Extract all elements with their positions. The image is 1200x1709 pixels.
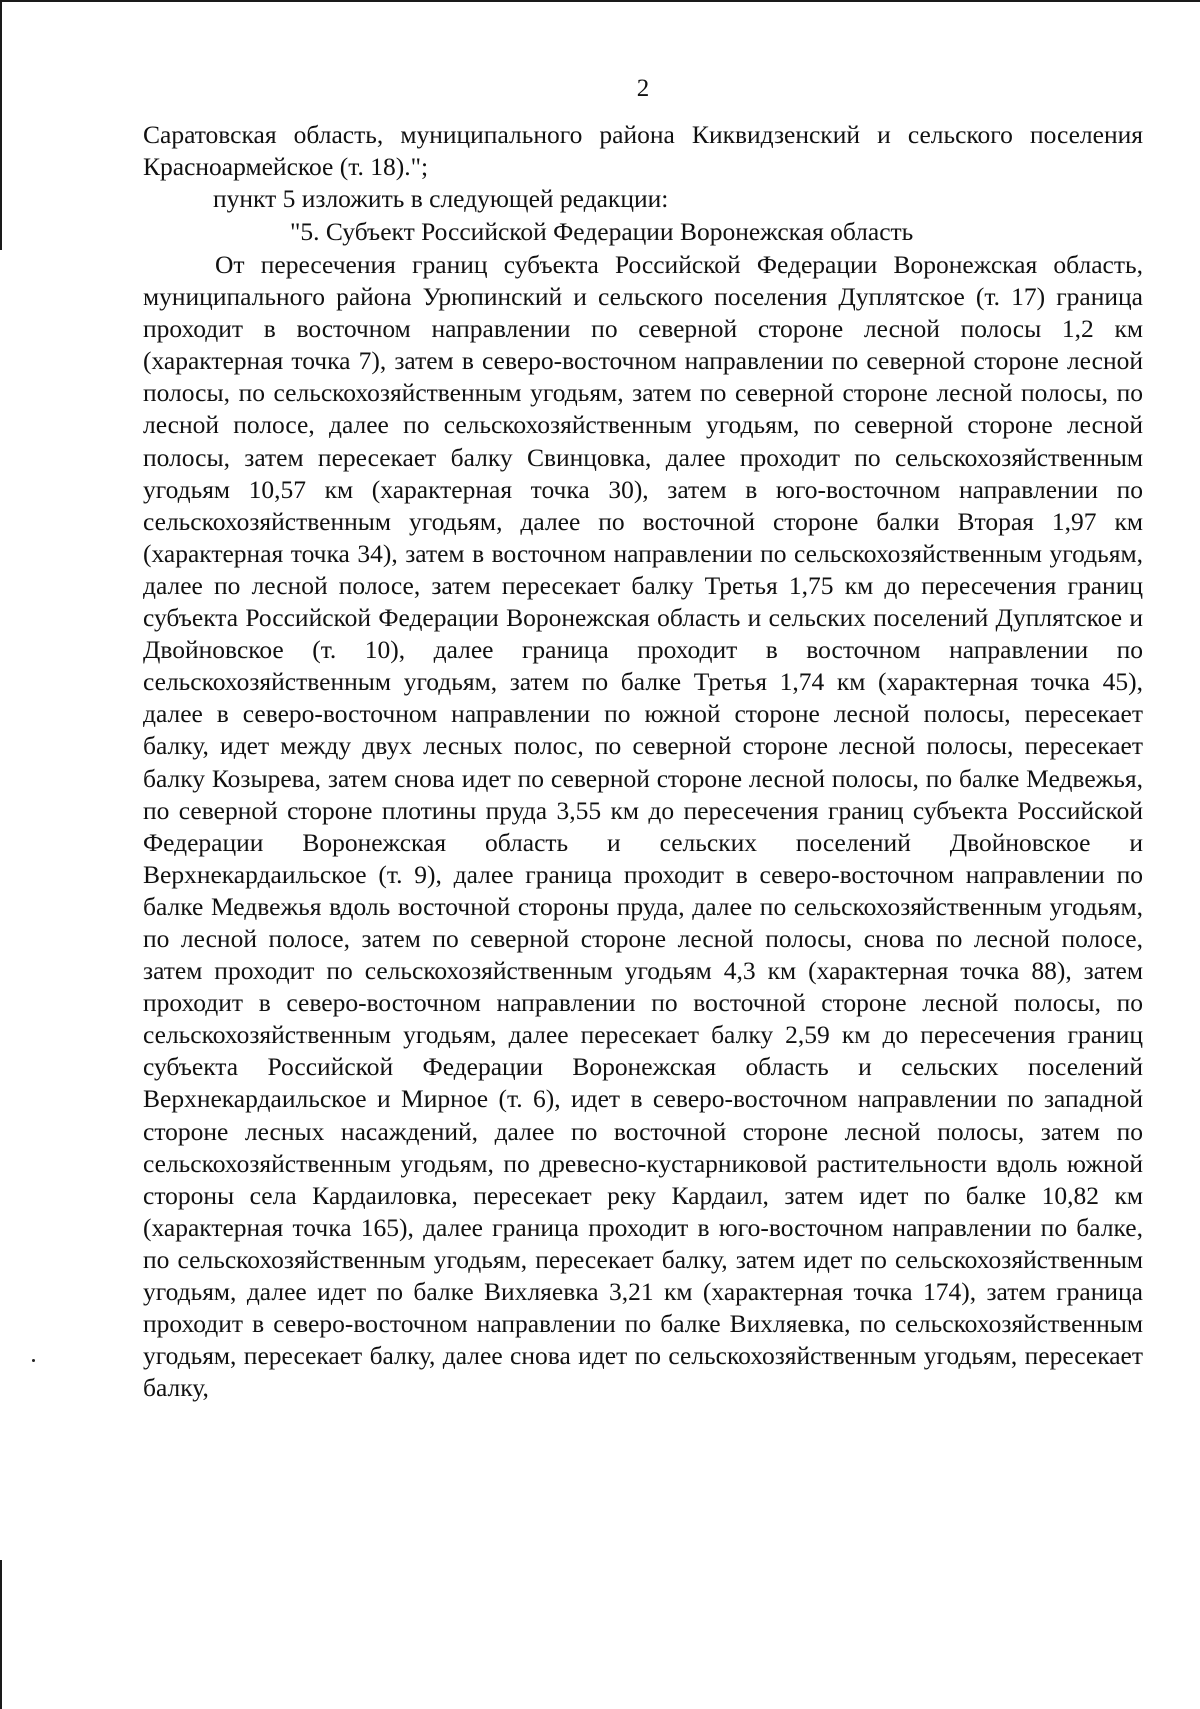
intro-paragraph: Саратовская область, муниципального района Киквидзенский и сельского поселения Красноармейское (т. 18)."; [143,120,1143,182]
scan-border-left-lower [0,1560,2,1709]
boundary-description-paragraph: От пересечения границ субъекта Российской Федерации Воронежская область, муниципального района Урюпинский и сельского поселения Дуплятское (т. 17) граница проходит в восточном направлении по северной стороне лесной полосы 1,2 км (характерная точка 7), затем в северо-восточном направлении по северной стороне лесной полосы, по сельскохозяйственным угодьям, затем по северной стороне лесной полосы, по лесной полосе, далее по сельскохозяйственным угодьям, по северной стороне лесной полосы, затем пересекает балку Свинцовка, далее проходит по сельскохозяйственным угодьям 10,57 км (характерная точка 30), затем в юго-восточном направлении по сельскохозяйственным угодьям, далее по восточной стороне балки Вторая 1,97 км (характерная точка 34), затем в восточном направлении по сельскохозяйственным угодьям, далее по лесной полосе, затем пересекает балку Третья 1,75 км до пересечения границ субъекта Российской Федерации Воронежская область и сельских поселений Дуплятское и Двойновское (т. 10), далее граница проходит в восточном направлении по сельскохозяйственным угодьям, затем по балке Третья 1,74 км (характерная точка 45), далее в северо-восточном направлении по южной стороне лесной полосы, пересекает балку, идет между двух лесных полос, по северной стороне лесной полосы, пересекает балку Козырева, затем снова идет по северной стороне лесной полосы, по балке Медвежья, по северной стороне плотины пруда 3,55 км до пересечения границ субъекта Российской Федерации Воронежская область и сельских поселений Двойновское и Верхнекардаильское (т. 9), далее граница проходит в северо-восточном направлении по балке Медвежья вдоль восточной стороны пруда, далее по сельскохозяйственным угодьям, по лесной полосе, затем по северной стороне лесной полосы, снова по лесной полосе, затем проходит по сельскохозяйственным угодьям 4,3 км (характерная точка 88), затем проходит в северо-восточном направлении по восточной стороне лесной полосы, по сельскохозяйственным угодьям, далее пересекает балку 2,59 км до пересечения границ субъекта Российской Федерации Воронежская область и сельских поселений Верхнекардаильское и Мирное (т. 6), идет в северо-восточном направлении по западной стороне лесных насаждений, далее по восточной стороне лесной полосы, затем по сельскохозяйственным угодьям, по древесно-кустарниковой растительности вдоль южной стороны села Кардаиловка, пересекает реку Кардаил, затем идет по балке 10,82 км (характерная точка 165), далее граница проходит в юго-восточном направлении по балке, по сельскохозяйственным угодьям, пересекает балку, затем идет по сельскохозяйственным угодьям, далее идет по балке Вихляевка 3,21 км (характерная точка 174), затем граница проходит в северо-восточном направлении по балке Вихляевка, по сельскохозяйственным угодьям, пересекает балку, далее снова идет по сельскохозяйственным угодьям, пересекает балку, [143,250,1143,1403]
scan-border-top [0,0,1200,2]
page-number: 2 [636,75,650,102]
amendment-instruction: пункт 5 изложить в следующей редакции: [213,184,669,213]
scan-speck [32,1359,35,1362]
scan-border-left [0,0,2,250]
section-heading: "5. Субъект Российской Федерации Воронежская область [290,217,914,246]
